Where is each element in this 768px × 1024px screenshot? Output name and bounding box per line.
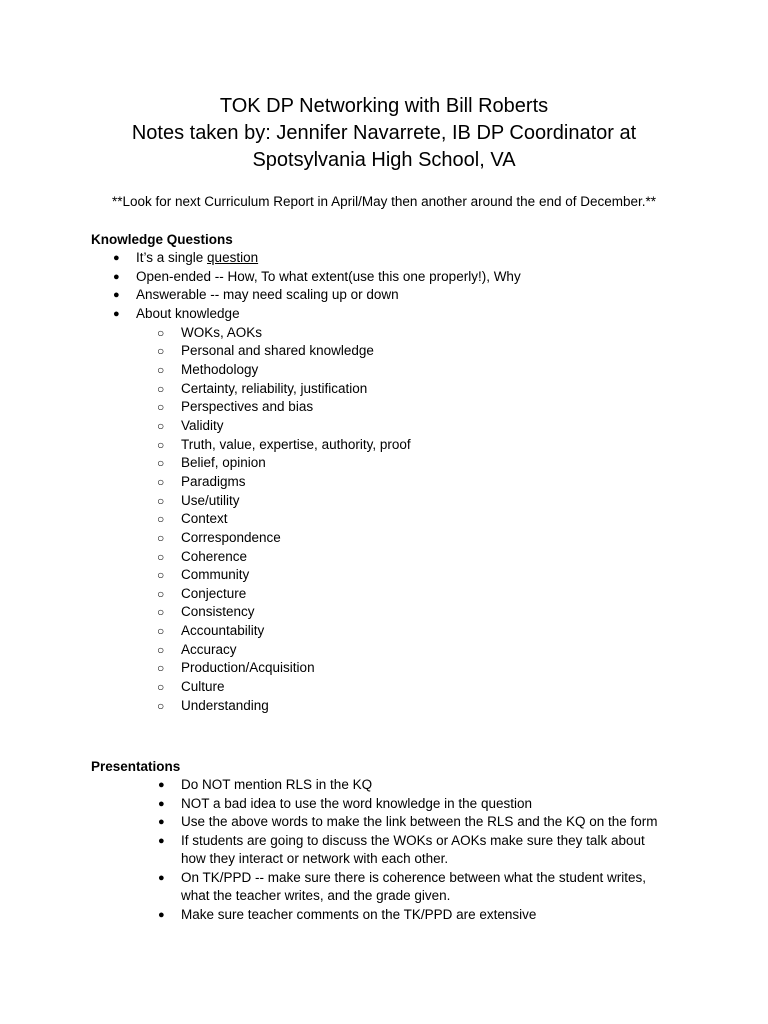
hollow-bullet-icon: ○ [157,586,165,601]
bullet-icon: ● [158,871,165,884]
sublist-item [0,454,768,473]
sublist-item-text: Coherence [181,548,248,564]
sublist-container [0,324,768,716]
hollow-bullet-icon: ○ [157,642,165,657]
list-item [0,795,671,814]
list-item-text: On TK/PPD -- make sure there is coherence between what the student writes, what the teacher writes, and the grade given. [181,869,646,903]
list-item-text: About knowledge [136,305,240,321]
presentations-list [0,776,768,924]
sublist-item [0,380,768,399]
hollow-bullet-icon: ○ [157,400,165,415]
sublist-item-text: Validity [181,417,224,433]
list-item-text: Use the above words to make the link between the RLS and the KQ on the form [181,814,658,829]
list-item [0,286,768,305]
hollow-bullet-icon: ○ [157,362,165,377]
sublist-item [0,361,768,380]
sublist-item-text: Methodology [181,361,259,377]
hollow-bullet-icon: ○ [157,493,165,508]
title-line-3: Spotsylvania High School, VA [252,149,516,171]
knowledge-questions-heading: Knowledge Questions [91,232,233,247]
list-item [0,776,671,795]
hollow-bullet-icon: ○ [157,456,165,471]
sublist-item [0,417,768,436]
bullet-icon: ● [158,816,165,828]
document-title [0,93,768,174]
sublist-item-text: Perspectives and bias [181,399,314,415]
hollow-bullet-icon: ○ [157,698,165,713]
list-item-text: It’s a single [136,250,208,265]
hollow-bullet-icon: ○ [157,381,165,396]
knowledge-aspects-sublist [0,324,768,716]
list-item-text: Open-ended -- How, To what extent(use this one properly!), Why [136,268,521,284]
list-item-text: Answerable -- may need scaling up or down [136,287,399,303]
hollow-bullet-icon: ○ [157,418,165,433]
sublist-item-text: Paradigms [181,473,246,489]
sublist-item [0,603,768,622]
hollow-bullet-icon: ○ [157,549,165,564]
bullet-icon: ● [113,307,120,320]
list-item [0,305,768,324]
bullet-icon: ● [158,779,165,791]
hollow-bullet-icon: ○ [157,605,165,620]
sublist-item-text: Accountability [181,623,265,639]
sublist-item-text: Consistency [181,604,255,620]
list-item-text: Make sure teacher comments on the TK/PPD are extensive [181,906,537,922]
bullet-icon: ● [158,908,165,921]
sublist-item-text: Conjecture [181,585,247,601]
sublist-item [0,678,768,697]
sublist-item-text: Accuracy [181,641,237,657]
sublist-item-text: Certainty, reliability, justification [181,380,368,396]
sublist-item-text: Culture [181,679,225,695]
hollow-bullet-icon: ○ [157,325,165,340]
sublist-item [0,398,768,417]
sublist-item-text: Personal and shared knowledge [181,343,374,359]
sublist-item-text: Use/utility [181,492,240,508]
hollow-bullet-icon: ○ [157,512,165,527]
sublist-item-text: WOKs, AOKs [181,324,263,340]
hollow-bullet-icon: ○ [157,474,165,489]
sublist-item [0,492,768,511]
list-item [0,813,671,832]
bullet-icon: ● [113,252,120,264]
sublist-item-text: Context [181,511,228,527]
curriculum-report-note: **Look for next Curriculum Report in April/May then another around the end of December.** [111,194,657,209]
underlined-word: question [207,250,259,265]
list-item [0,869,671,906]
sublist-item [0,697,768,716]
title-line-2: Notes taken by: Jennifer Navarrete, IB DP Coordinator at [131,122,637,144]
sublist-item [0,473,768,492]
sublist-item [0,324,768,343]
title-line-1: TOK DP Networking with Bill Roberts [219,95,549,117]
hollow-bullet-icon: ○ [157,437,165,452]
knowledge-questions-list [0,249,768,715]
sublist-item-text: Understanding [181,697,269,713]
sublist-item [0,566,768,585]
list-item [0,906,671,925]
presentations-heading: Presentations [91,759,181,774]
sublist-item-text: Belief, opinion [181,455,266,471]
sublist-item [0,436,768,455]
sublist-item [0,585,768,604]
sublist-item [0,529,768,548]
hollow-bullet-icon: ○ [157,680,165,695]
list-item-text: NOT a bad idea to use the word knowledge in the question [181,795,532,811]
hollow-bullet-icon: ○ [157,624,165,639]
sublist-item-text: Truth, value, expertise, authority, proof [181,436,411,452]
bullet-icon: ● [158,834,165,847]
sublist-item-text: Production/Acquisition [181,660,315,676]
list-item [0,268,768,287]
sublist-item [0,342,768,361]
hollow-bullet-icon: ○ [157,530,165,545]
sublist-item [0,641,768,660]
sublist-item [0,510,768,529]
list-item-text: Do NOT mention RLS in the KQ [181,777,373,792]
bullet-icon: ● [113,270,120,283]
hollow-bullet-icon: ○ [157,568,165,583]
sublist-item-text: Correspondence [181,529,281,545]
sublist-item [0,548,768,567]
bullet-icon: ● [113,289,120,302]
sublist-item [0,622,768,641]
sublist-item [0,659,768,678]
list-item-text: If students are going to discuss the WOKs or AOKs make sure they talk about how they interact or network with each other. [181,832,645,866]
hollow-bullet-icon: ○ [157,344,165,359]
list-item [0,249,768,268]
list-item [0,832,671,869]
bullet-icon: ● [158,797,165,810]
sublist-item-text: Community [181,567,250,583]
hollow-bullet-icon: ○ [157,661,165,676]
